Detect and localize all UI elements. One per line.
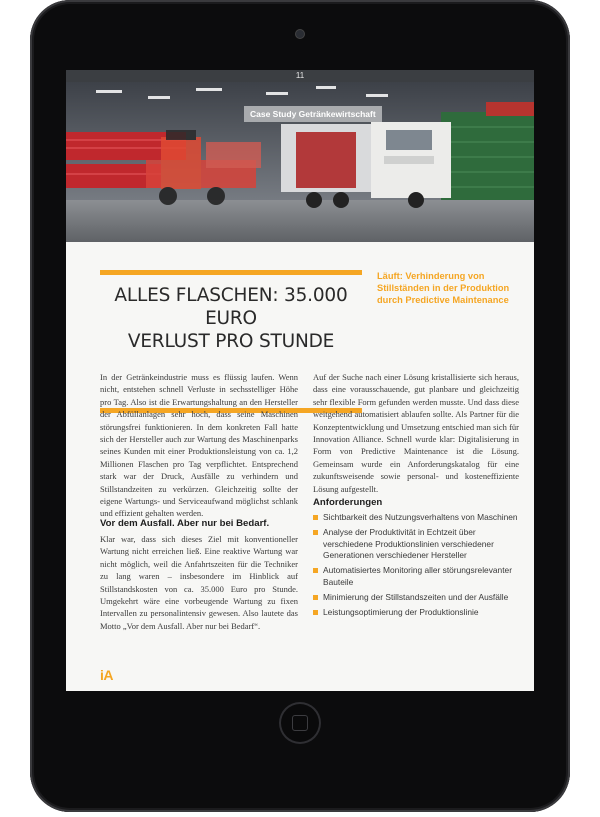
left-column-body: Klar war, dass sich dieses Ziel mit konventioneller Wartung nicht erreichen ließ. Eine reaktive Wartung war nicht möglich, weil die Anfahrtszeiten für die Techniker zu lang waren – insbesondere im Hinblick auf Stillstandskosten von ca. 35.000 Euro pro Stunde. Umgekehrt wäre eine vorbeugende Wartung zu fixen Intervallen zu personalintensiv gewesen. Also lautete das Motto „Vor dem Ausfall. Aber nur bei Bedarf“.	[100, 534, 298, 631]
headline-rule-top	[100, 270, 362, 275]
list-item: Minimierung der Stillstandszeiten und der Ausfälle	[313, 592, 519, 604]
requirements-list	[313, 512, 519, 621]
headline-line-1: ALLES FLASCHEN: 35.000 EURO	[114, 285, 348, 329]
page-number: 11	[66, 70, 534, 82]
bullet-square-icon	[313, 530, 318, 535]
home-square-icon	[292, 715, 308, 731]
ia-logo: iA	[100, 667, 113, 683]
teaser: Läuft: Verhinderung von Stillständen in der Produktion durch Predictive Maintenance	[377, 271, 510, 305]
bullet-square-icon	[313, 610, 318, 615]
subhead-vor-dem-ausfall: Vor dem Ausfall. Aber nur bei Bedarf.	[100, 518, 270, 529]
bullet-square-icon	[313, 515, 318, 520]
list-item: Sichtbarkeit des Nutzungsverhaltens von Maschinen	[313, 512, 519, 524]
bullet-square-icon	[313, 595, 318, 600]
case-study-label: Case Study Getränkewirtschaft	[244, 106, 382, 122]
hero-image	[66, 82, 534, 242]
headline-line-2: VERLUST PRO STUNDE	[127, 331, 335, 352]
right-column-intro: Auf der Suche nach einer Lösung kristallisierte sich heraus, dass eine vorausschauende, gut planbare und gleichzeitig sehr flexible Form gefunden werden musste. Und dass diese weitgehend automatisiert ablaufen sollte. Als Partner für die Konzeptentwicklung und Umsetzung entschied man sich für Innovation Alliance. Schnell wurde klar: Digitalisierung in Form von Predictive Maintenance ist die Lösung. Gemeinsam wurde ein Anforderungskatalog für eine zukunftsweisende sowie personal- und kosteneffiziente Lösung aufgestellt.	[313, 372, 519, 494]
screen	[66, 70, 534, 691]
home-button[interactable]	[279, 702, 321, 744]
left-column-intro: In der Getränkeindustrie muss es flüssig laufen. Wenn nicht, entstehen schnell Verluste in sechsstelliger Höhe pro Tag. Also ist die Erwartungshaltung an den Hersteller der Abfüllanlagen sehr hoch, dass seine Maschinen störungsfrei funktionieren. In dem konkreten Fall hatte sich der Hersteller auch zur Wartung des Maschinenparks seines Kunden mit einer Produktionsleistung von ca. 1,2 Millionen Flaschen pro Tag verpflichtet. Entsprechend stark war der Druck, Ausfälle zu verhindern und Stillstandzeiten zu verkürzen. Gleichzeitig sollte der eigene Wartungs- und Serviceaufwand möglichst schlank und effizient gehalten werden.	[100, 372, 298, 519]
subhead-anforderungen: Anforderungen	[313, 497, 383, 508]
bullet-square-icon	[313, 568, 318, 573]
list-item: Automatisiertes Monitoring aller störungsrelevanter Bauteile	[313, 565, 519, 589]
list-item: Analyse der Produktivität in Echtzeit über verschiedene Produktionslinien verschiedener Generationen verschiedener Hersteller	[313, 527, 519, 562]
list-item: Leistungsoptimierung der Produktionslinie	[313, 607, 519, 619]
headline	[100, 284, 362, 353]
front-camera	[296, 30, 304, 38]
